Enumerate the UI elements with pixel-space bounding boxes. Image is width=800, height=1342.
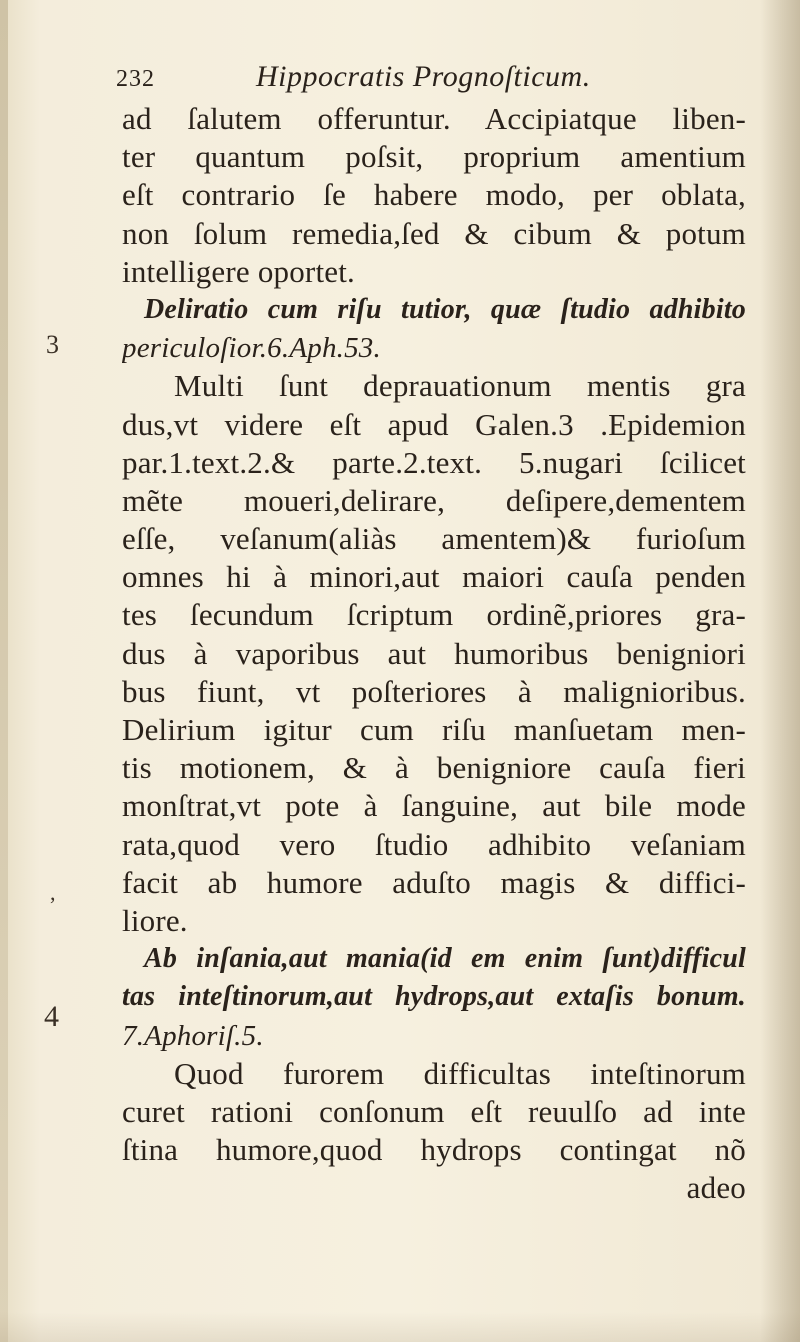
text-line: tis motionem, & à benigniore cauſa fieri xyxy=(122,750,746,786)
page-bottom-shadow xyxy=(0,1312,800,1342)
text-line: ſtina humore,quod hydrops contingat nõ xyxy=(122,1132,746,1168)
aphorism-reference: periculoſior.6.Aph.53. xyxy=(122,332,381,365)
margin-mark: , xyxy=(50,880,56,905)
text-line: eſt contrario ſe habere modo, per oblata, xyxy=(122,177,746,213)
aphorism-heading: Deliratio cum riſu tutior, quæ ſtudio adhibito xyxy=(144,293,746,325)
text-line: monſtrat,vt pote à ſanguine, aut bile mode xyxy=(122,788,746,824)
text-line: dus à vaporibus aut humoribus benigniori xyxy=(122,635,746,671)
text-line: intelligere oportet. xyxy=(122,253,355,289)
margin-number-3: 3 xyxy=(46,330,59,359)
text-line: eſſe, veſanum(aliàs amentem)& furioſum xyxy=(122,521,746,557)
text-line: Quod furorem difficultas inteſtinorum xyxy=(174,1055,746,1091)
page-number: 232 xyxy=(116,66,155,92)
page-header xyxy=(116,60,756,96)
body-text xyxy=(122,100,746,1207)
text-line: mẽte moueri,delirare, deſipere,dementem xyxy=(122,482,746,518)
text-line: facit ab humore aduſto magis & diffici- xyxy=(122,864,746,900)
text-line: tes ſecundum ſcriptum ordinẽ,priores gra- xyxy=(122,597,746,633)
text-line: rata,quod vero ſtudio adhibito veſaniam xyxy=(122,826,746,862)
text-line: omnes hi à minori,aut maiori cauſa penden xyxy=(122,559,746,595)
text-line: liore. xyxy=(122,902,188,938)
margin-number-4: 4 xyxy=(44,1000,59,1033)
page-edge-shadow xyxy=(760,0,800,1342)
text-line: ter quantum poſsit, proprium amentium xyxy=(122,139,746,175)
text-line: ad ſalutem offeruntur. Accipiatque liben- xyxy=(122,101,746,136)
aphorism-reference: 7.Aphoriſ.5. xyxy=(122,1019,264,1052)
aphorism-heading: tas inteſtinorum,aut hydrops,aut extaſis bonum. xyxy=(122,981,746,1013)
catchword: adeo xyxy=(686,1170,746,1206)
text-line: curet rationi conſonum eſt reuulſo ad inte xyxy=(122,1093,746,1129)
text-line: bus fiunt, vt poſteriores à malignioribus. xyxy=(122,673,746,709)
text-line: Delirium igitur cum riſu manſuetam men- xyxy=(122,712,746,747)
running-title: Hippocratis Prognoſticum. xyxy=(256,60,591,93)
aphorism-heading: Ab inſania,aut mania(id em enim ſunt)difficul xyxy=(144,943,746,975)
text-line: par.1.text.2.& parte.2.text. 5.nugari ſcilicet xyxy=(122,444,746,480)
text-line: Multi ſunt deprauationum mentis gra xyxy=(174,368,746,404)
text-line: dus,vt videre eſt apud Galen.3 .Epidemion xyxy=(122,406,746,442)
text-line: non ſolum remedia,ſed & cibum & potum xyxy=(122,215,746,251)
